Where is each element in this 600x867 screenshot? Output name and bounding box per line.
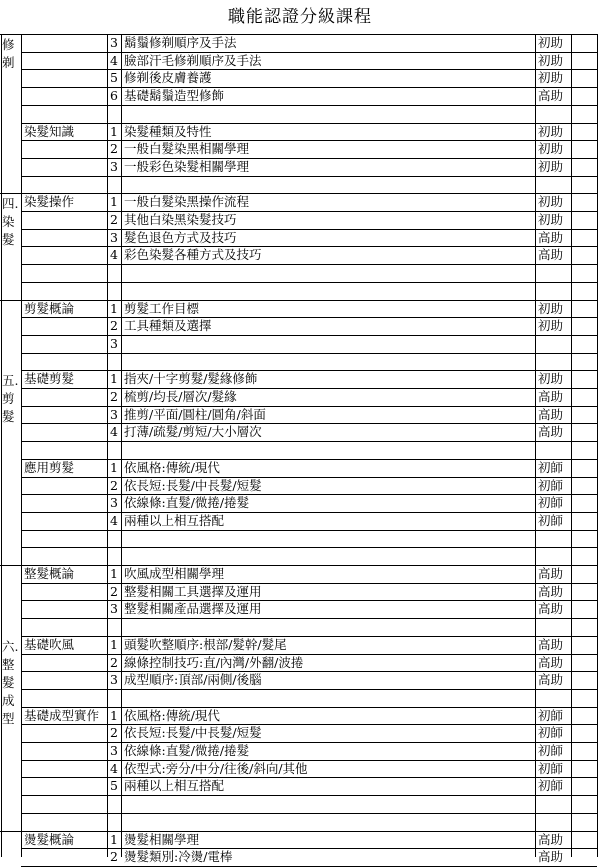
- level-badge: 初師: [538, 477, 564, 493]
- course-item: 一般白髮染黑操作流程: [124, 194, 250, 210]
- course-item: 燙髮相關學理: [124, 831, 200, 847]
- course-item: [124, 105, 534, 123]
- course-item: 推剪/平面/圓柱/圓角/斜面: [124, 406, 266, 422]
- sub-topic: [24, 158, 106, 176]
- sub-topic: [24, 848, 106, 866]
- sub-topic: [24, 211, 106, 229]
- sub-topic: [24, 140, 106, 158]
- sub-topic: [24, 583, 106, 601]
- item-number: 3: [110, 158, 118, 174]
- item-number: 1: [110, 831, 118, 847]
- section-label: 四.染髮: [2, 196, 19, 248]
- course-item: 依型式:旁分/中分/往後/斜向/其他: [124, 760, 308, 776]
- sub-topic: [24, 618, 106, 636]
- course-item: 彩色染髮各種方式及技巧: [124, 247, 262, 263]
- sub-topic: [24, 105, 106, 123]
- level-badge: 初師: [538, 459, 564, 475]
- section-rule: [0, 565, 21, 566]
- level-badge: 高助: [538, 672, 564, 688]
- item-number: [107, 353, 121, 371]
- item-number: [107, 264, 121, 282]
- course-item: [124, 547, 534, 565]
- level-badge: [538, 813, 570, 831]
- level-badge: 初助: [538, 318, 564, 334]
- level-badge: [538, 441, 570, 459]
- level-badge: 初師: [538, 512, 564, 528]
- level-badge: 高助: [538, 601, 564, 617]
- level-badge: 高助: [538, 636, 564, 652]
- level-badge: 初助: [538, 212, 564, 227]
- level-badge: 高助: [538, 849, 564, 865]
- item-number: 1: [110, 459, 118, 475]
- level-badge: 高助: [538, 229, 564, 245]
- item-number: 3: [110, 601, 118, 617]
- sub-topic: [24, 229, 106, 247]
- item-number: [107, 795, 121, 813]
- sub-topic: 基礎吹風: [24, 636, 75, 652]
- course-item: 一般白髮染黑相關學理: [124, 141, 250, 157]
- item-number: 5: [110, 778, 118, 794]
- item-number: [107, 530, 121, 548]
- item-number: 4: [110, 424, 118, 440]
- course-item: 兩種以上相互搭配: [124, 778, 225, 794]
- level-badge: 高助: [538, 566, 564, 581]
- sub-topic: [24, 671, 106, 689]
- course-item: [124, 353, 534, 371]
- level-badge: 初師: [538, 707, 564, 723]
- course-item: 其他白染黑染髮技巧: [124, 212, 237, 227]
- sub-topic: 剪髮概論: [24, 300, 75, 316]
- item-number: 1: [110, 123, 118, 139]
- top-rule-left: [0, 34, 21, 35]
- course-item: 鬍鬚修剃順序及手法: [124, 35, 237, 50]
- course-item: 整髮相關工具選擇及運用: [124, 583, 262, 599]
- level-badge: [538, 618, 570, 636]
- course-item: 打薄/疏髮/剪短/大小層次: [124, 424, 262, 440]
- level-badge: 初助: [538, 70, 564, 86]
- page-title: 職能認證分級課程: [228, 7, 372, 27]
- item-number: 2: [110, 141, 118, 157]
- section-label: 修剃: [2, 37, 15, 70]
- sub-topic: [24, 335, 106, 353]
- sub-topic: [24, 34, 106, 52]
- item-number: [107, 813, 121, 831]
- item-number: 5: [110, 70, 118, 86]
- section-rule: [0, 300, 21, 301]
- sub-topic: [24, 282, 106, 300]
- level-badge: 高助: [538, 88, 564, 104]
- item-number: [107, 547, 121, 565]
- course-item: [124, 689, 534, 707]
- level-badge: [538, 547, 570, 565]
- level-badge: [538, 335, 570, 353]
- sub-topic: [24, 760, 106, 778]
- sub-topic: [24, 406, 106, 424]
- course-item: 染髮種類及特性: [124, 123, 212, 139]
- course-item: 剪髮工作目標: [124, 300, 200, 316]
- item-number: 6: [110, 88, 118, 104]
- item-number: 3: [110, 743, 118, 758]
- sub-topic: [24, 176, 106, 194]
- level-badge: 初助: [538, 123, 564, 139]
- item-number: 2: [110, 654, 118, 670]
- course-item: [124, 795, 534, 813]
- course-item: 頭髮吹整順序:根部/髮幹/髮尾: [124, 636, 287, 652]
- sub-topic: 染髮操作: [24, 194, 75, 210]
- sub-topic: [24, 246, 106, 264]
- item-number: 2: [110, 583, 118, 599]
- level-badge: 初助: [538, 300, 564, 316]
- level-badge: [538, 264, 570, 282]
- level-badge: 初師: [538, 760, 564, 776]
- item-number: 4: [110, 512, 118, 528]
- item-number: 3: [110, 672, 118, 688]
- course-item: 燙髮類別:冷燙/電棒: [124, 849, 233, 865]
- item-number: 1: [110, 300, 118, 316]
- level-badge: 初師: [538, 778, 564, 794]
- item-number: [107, 441, 121, 459]
- item-number: 3: [110, 35, 118, 50]
- section-label: 五.剪髮: [2, 373, 19, 425]
- column-rule: [1, 34, 2, 857]
- level-badge: 高助: [538, 654, 564, 670]
- level-badge: [538, 530, 570, 548]
- sub-topic: [24, 547, 106, 565]
- course-item: [124, 618, 534, 636]
- level-badge: 初助: [538, 371, 564, 387]
- course-item: 梳剪/均長/層次/髮緣: [124, 389, 237, 404]
- item-number: 4: [110, 247, 118, 263]
- course-item: [124, 441, 534, 459]
- course-item: 整髮相關產品選擇及運用: [124, 601, 262, 617]
- sub-topic: [24, 264, 106, 282]
- course-item: 依長短:長髮/中長髮/短髮: [124, 477, 262, 493]
- course-item: 臉部汗毛修剃順序及手法: [124, 52, 262, 68]
- level-badge: 高助: [538, 406, 564, 422]
- item-number: [107, 689, 121, 707]
- course-item: [124, 282, 534, 300]
- sub-topic: [24, 742, 106, 760]
- item-number: 1: [110, 636, 118, 652]
- level-badge: 高助: [538, 389, 564, 404]
- sub-topic: [24, 441, 106, 459]
- column-rule: [597, 34, 598, 857]
- item-number: [107, 282, 121, 300]
- course-item: [124, 264, 534, 282]
- item-number: 2: [110, 318, 118, 334]
- sub-topic: 基礎剪髮: [24, 371, 75, 387]
- sub-topic: [24, 353, 106, 371]
- section-label: 六.整髮成型: [2, 638, 19, 726]
- item-number: 2: [110, 849, 118, 865]
- item-number: 2: [110, 477, 118, 493]
- item-number: 3: [110, 335, 118, 351]
- sub-topic: [24, 654, 106, 672]
- sub-topic: [24, 494, 106, 512]
- sub-topic: [24, 388, 106, 406]
- course-item: 依線條:直髮/微捲/捲髮: [124, 495, 250, 511]
- sub-topic: [24, 813, 106, 831]
- course-item: [124, 530, 534, 548]
- level-badge: 高助: [538, 424, 564, 440]
- level-badge: 高助: [538, 831, 564, 847]
- sub-topic: [24, 512, 106, 530]
- sub-topic: [24, 87, 106, 105]
- sub-topic: [24, 423, 106, 441]
- sub-topic: [24, 689, 106, 707]
- course-item: 指夾/十字剪髮/髮緣修飾: [124, 371, 258, 387]
- course-item: 工具種類及選擇: [124, 318, 212, 334]
- level-badge: [538, 282, 570, 300]
- sub-topic: [24, 795, 106, 813]
- course-item: 基礎鬍鬚造型修飾: [124, 88, 225, 104]
- course-item: 一般彩色染髮相關學理: [124, 158, 250, 174]
- sub-topic: [24, 600, 106, 618]
- course-item: 髮色退色方式及技巧: [124, 229, 237, 245]
- course-item: 吹風成型相關學理: [124, 566, 225, 581]
- item-number: 1: [110, 566, 118, 581]
- item-number: 3: [110, 406, 118, 422]
- level-badge: 初師: [538, 725, 564, 741]
- item-number: 2: [110, 725, 118, 741]
- item-number: 1: [110, 194, 118, 210]
- course-item: 線條控制技巧:直/內灣/外翻/波捲: [124, 654, 304, 670]
- course-item: 成型順序:頂部/兩側/後腦: [124, 672, 262, 688]
- course-item: 依風格:傳統/現代: [124, 459, 220, 475]
- sub-topic: 應用剪髮: [24, 459, 75, 475]
- level-badge: 高助: [538, 583, 564, 599]
- level-badge: [538, 105, 570, 123]
- sub-topic: [24, 69, 106, 87]
- course-item: 依風格:傳統/現代: [124, 707, 220, 723]
- course-item: 兩種以上相互搭配: [124, 512, 225, 528]
- item-number: 1: [110, 707, 118, 723]
- sub-topic: [24, 477, 106, 495]
- item-number: [107, 618, 121, 636]
- level-badge: 高助: [538, 247, 564, 263]
- sub-topic: [24, 724, 106, 742]
- sub-topic: [24, 317, 106, 335]
- level-badge: 初助: [538, 158, 564, 174]
- level-badge: [538, 689, 570, 707]
- level-badge: [538, 353, 570, 371]
- course-item: [124, 176, 534, 194]
- course-item: 依線條:直髮/微捲/捲髮: [124, 743, 250, 758]
- level-badge: [538, 795, 570, 813]
- item-number: 2: [110, 389, 118, 404]
- item-number: 2: [110, 212, 118, 227]
- sub-topic: [24, 52, 106, 70]
- level-badge: 初助: [538, 35, 564, 50]
- level-badge: [538, 176, 570, 194]
- item-number: 3: [110, 495, 118, 511]
- item-number: [107, 105, 121, 123]
- sub-topic: 燙髮概論: [24, 831, 75, 847]
- section-rule: [0, 193, 21, 194]
- section-rule: [0, 831, 21, 832]
- item-number: 4: [110, 760, 118, 776]
- level-badge: 初師: [538, 743, 564, 758]
- course-item: [124, 335, 534, 353]
- sub-topic: [24, 777, 106, 795]
- sub-topic: 整髮概論: [24, 566, 75, 581]
- course-item: 依長短:長髮/中長髮/短髮: [124, 725, 262, 741]
- item-number: 1: [110, 371, 118, 387]
- item-number: 4: [110, 52, 118, 68]
- item-number: 3: [110, 229, 118, 245]
- level-badge: 初助: [538, 194, 564, 210]
- course-item: [124, 813, 534, 831]
- sub-topic: 基礎成型實作: [24, 707, 100, 723]
- course-item: 修剃後皮膚養護: [124, 70, 212, 86]
- sub-topic: [24, 530, 106, 548]
- level-badge: 初助: [538, 52, 564, 68]
- sub-topic: 染髮知識: [24, 123, 75, 139]
- level-badge: 初師: [538, 495, 564, 511]
- item-number: [107, 176, 121, 194]
- level-badge: 初助: [538, 141, 564, 157]
